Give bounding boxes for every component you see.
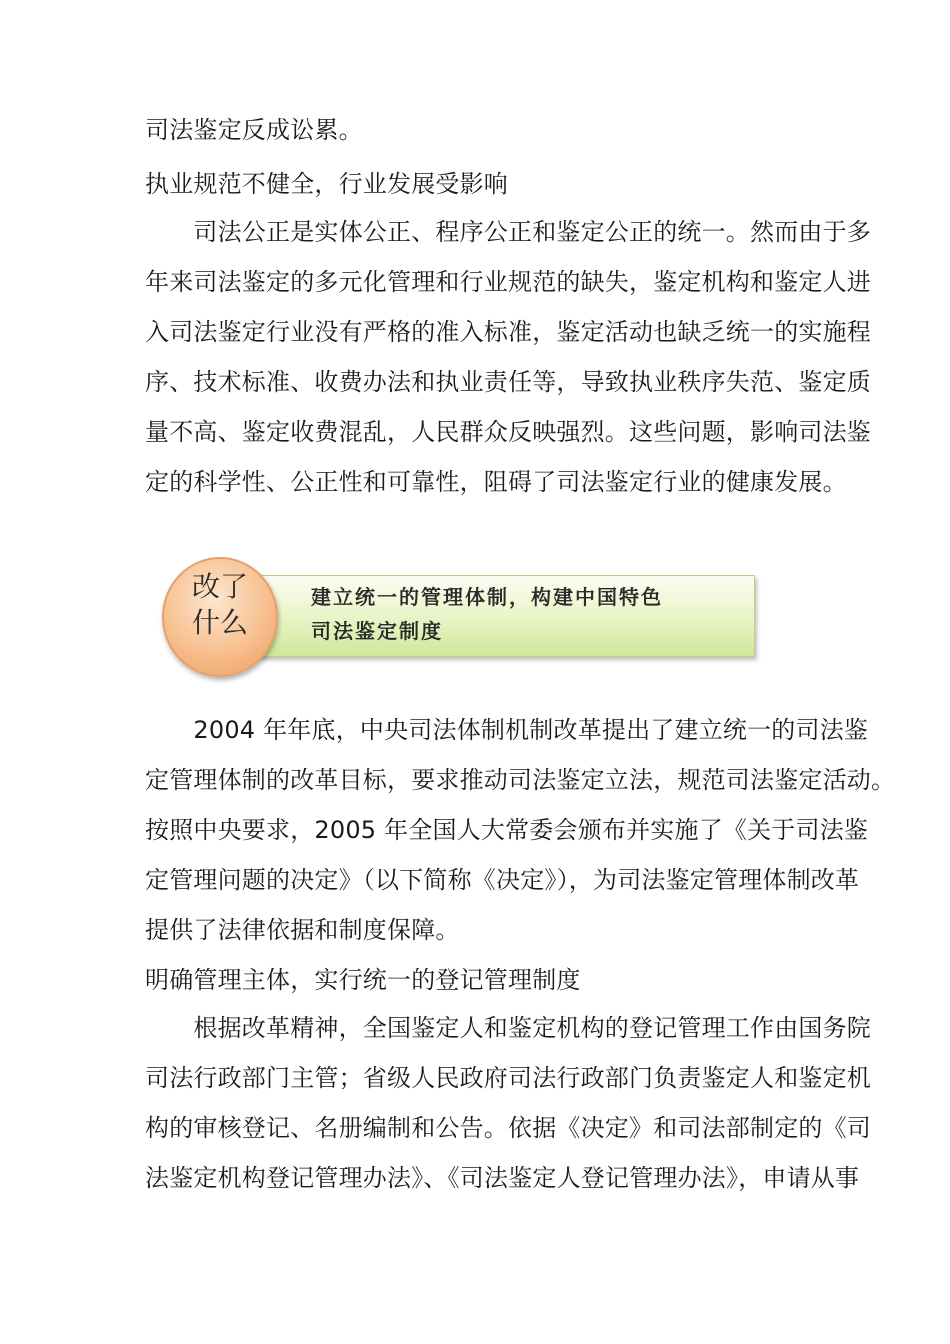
paragraph-line: 定管理问题的决定》（以下简称《决定》），为司法鉴定管理体制改革 xyxy=(145,866,860,894)
paragraph-line: 入司法鉴定行业没有严格的准入标准，鉴定活动也缺乏统一的实施程 xyxy=(145,318,871,346)
paragraph-line: 按照中央要求，2005 年全国人大常委会颁布并实施了《关于司法鉴 xyxy=(145,816,869,844)
callout-circle-text xyxy=(164,569,276,641)
paragraph-line: 序、技术标准、收费办法和执业责任等，导致执业秩序失范、鉴定质 xyxy=(145,368,871,396)
callout-banner-line: 建立统一的管理体制，构建中国特色 xyxy=(311,585,663,609)
paragraph-line: 量不高、鉴定收费混乱，人民群众反映强烈。这些问题，影响司法鉴 xyxy=(145,418,871,446)
paragraph-line: 构的审核登记、名册编制和公告。依据《决定》和司法部制定的《司 xyxy=(145,1114,871,1142)
paragraph-line: 司法鉴定反成讼累。 xyxy=(145,116,363,144)
callout-banner-text xyxy=(311,580,731,648)
paragraph-line: 定的科学性、公正性和可靠性，阻碍了司法鉴定行业的健康发展。 xyxy=(145,468,847,496)
section-heading: 执业规范不健全，行业发展受影响 xyxy=(145,170,508,198)
callout-circle xyxy=(162,557,278,677)
paragraph-line: 根据改革精神，全国鉴定人和鉴定机构的登记管理工作由国务院 xyxy=(145,1014,871,1042)
paragraph-line: 2004 年年底，中央司法体制机制改革提出了建立统一的司法鉴 xyxy=(145,716,869,744)
paragraph-line: 定管理体制的改革目标，要求推动司法鉴定立法，规范司法鉴定活动。 xyxy=(145,766,896,794)
callout-banner-line: 司法鉴定制度 xyxy=(311,619,443,643)
paragraph-line: 年来司法鉴定的多元化管理和行业规范的缺失，鉴定机构和鉴定人进 xyxy=(145,268,871,296)
paragraph-line: 司法行政部门主管；省级人民政府司法行政部门负责鉴定人和鉴定机 xyxy=(145,1064,871,1092)
section-heading: 明确管理主体，实行统一的登记管理制度 xyxy=(145,966,581,994)
paragraph-line: 司法公正是实体公正、程序公正和鉴定公正的统一。然而由于多 xyxy=(145,218,871,246)
callout-circle-line: 什么 xyxy=(191,606,248,639)
callout-banner xyxy=(255,575,755,657)
paragraph-line: 法鉴定机构登记管理办法》、《司法鉴定人登记管理办法》，申请从事 xyxy=(145,1164,860,1192)
paragraph-line: 提供了法律依据和制度保障。 xyxy=(145,916,460,944)
callout-circle-line: 改了 xyxy=(191,570,248,603)
